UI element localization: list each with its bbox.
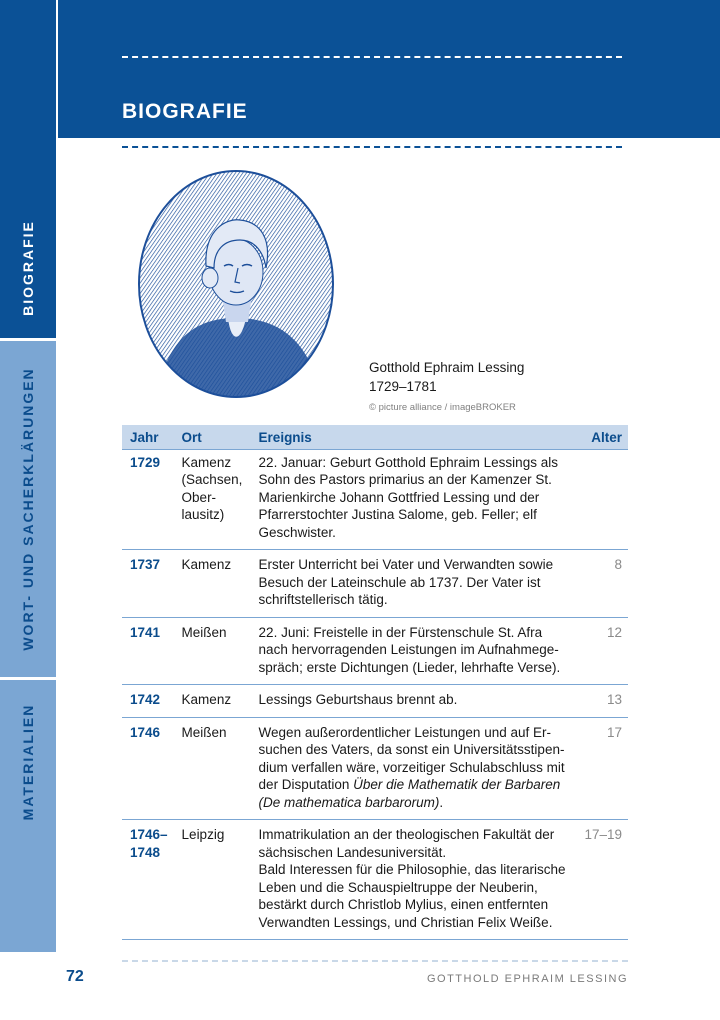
table-row [122, 449, 628, 550]
table-row [122, 685, 628, 718]
cell-ort: Kamenz [174, 685, 251, 718]
table-row [122, 820, 628, 940]
cell-ereignis: 22. Januar: Geburt Gotthold Ephraim Lessings als Sohn des Pastors primarius an der Kamenzer St. Marienkirche Johann Gottfried Lessing und der Pfarrerstochter Justina Salome, geb. Feller; elf Geschwister. [251, 449, 572, 550]
header-ereignis: Ereignis [251, 425, 572, 449]
cell-ort: Meißen [174, 617, 251, 685]
caption-years: 1729–1781 [369, 379, 437, 394]
tab-materialien[interactable] [0, 680, 56, 952]
cell-alter: 17 [572, 717, 628, 820]
table-row [122, 617, 628, 685]
tab-wort-label: WORT- UND SACHERKLÄRUNGEN [20, 367, 36, 651]
cell-jahr: 1742 [122, 685, 174, 718]
page-title: BIOGRAFIE [122, 100, 248, 123]
cell-alter: 17–19 [572, 820, 628, 940]
header-jahr: Jahr [122, 425, 174, 449]
tab-biografie[interactable] [0, 0, 56, 338]
table-row [122, 550, 628, 618]
cell-ort: Kamenz (Sachsen, Ober-lausitz) [174, 449, 251, 550]
cell-ort: Kamenz [174, 550, 251, 618]
page-number: 72 [66, 968, 84, 985]
cell-alter: 13 [572, 685, 628, 718]
table-row [122, 717, 628, 820]
tab-materialien-label: MATERIALIEN [20, 703, 36, 821]
cell-jahr: 1737 [122, 550, 174, 618]
cell-ereignis: Lessings Geburtshaus brennt ab. [251, 685, 572, 718]
cell-ort: Leipzig [174, 820, 251, 940]
cell-ereignis-end: . [439, 794, 444, 810]
header-ort: Ort [174, 425, 251, 449]
tab-wort-und-sacherklaerungen[interactable] [0, 341, 56, 677]
cell-jahr: 1729 [122, 449, 174, 550]
footer-divider [122, 960, 628, 962]
footer-book-title: GOTTHOLD EPHRAIM LESSING [426, 973, 628, 985]
cell-ereignis [251, 820, 572, 940]
cell-ereignis-title: Über die Mathematik der Barbaren (De mathematica barbarorum) [258, 777, 561, 810]
table-header-row [122, 425, 628, 449]
cell-jahr: 1746–1748 [122, 820, 174, 940]
tab-biografie-label: BIOGRAFIE [20, 220, 36, 316]
cell-ereignis: 22. Juni: Freistelle in der Fürstenschule St. Afra nach hervorragenden Leistungen im Aufnahmege-spräch; erste Dichtungen (Lieder, lehrhafte Verse). [251, 617, 572, 685]
header-divider-top [122, 56, 622, 58]
cell-ereignis [251, 717, 572, 820]
cell-ereignis-text-2: Bald Interessen für die Philosophie, das literarische Leben und die Schauspieltruppe der Neuberin, bestärkt durch Christlob Mylius, einen entfernten Verwandten Lessings, und Christian Felix Weiße. [258, 862, 566, 930]
caption-credit: © picture alliance / imageBROKER [369, 402, 516, 413]
portrait-image [136, 168, 336, 400]
cell-ort: Meißen [174, 717, 251, 820]
cell-alter: 12 [572, 617, 628, 685]
cell-jahr: 1746 [122, 717, 174, 820]
cell-alter: 8 [572, 550, 628, 618]
biography-table [122, 425, 628, 940]
cell-alter [572, 449, 628, 550]
portrait-caption [369, 358, 524, 413]
header-divider-bottom [122, 146, 622, 148]
caption-name: Gotthold Ephraim Lessing [369, 360, 525, 375]
header-alter: Alter [572, 425, 628, 449]
cell-ereignis-text: Wegen außerordentlicher Leistungen und auf Er-suchen des Vaters, da sonst ein Universitätsstipen-dium verfallen wäre, vorzeitiger Schulabschluss mit der Disputation [258, 724, 565, 792]
cell-ereignis-text: Immatrikulation an der theologischen Fakultät der sächsischen Landesuniversität. [258, 827, 555, 860]
cell-ereignis: Erster Unterricht bei Vater und Verwandten sowie Besuch der Lateinschule ab 1737. Der Vater ist schriftstellerisch tätig. [251, 550, 572, 618]
cell-jahr: 1741 [122, 617, 174, 685]
